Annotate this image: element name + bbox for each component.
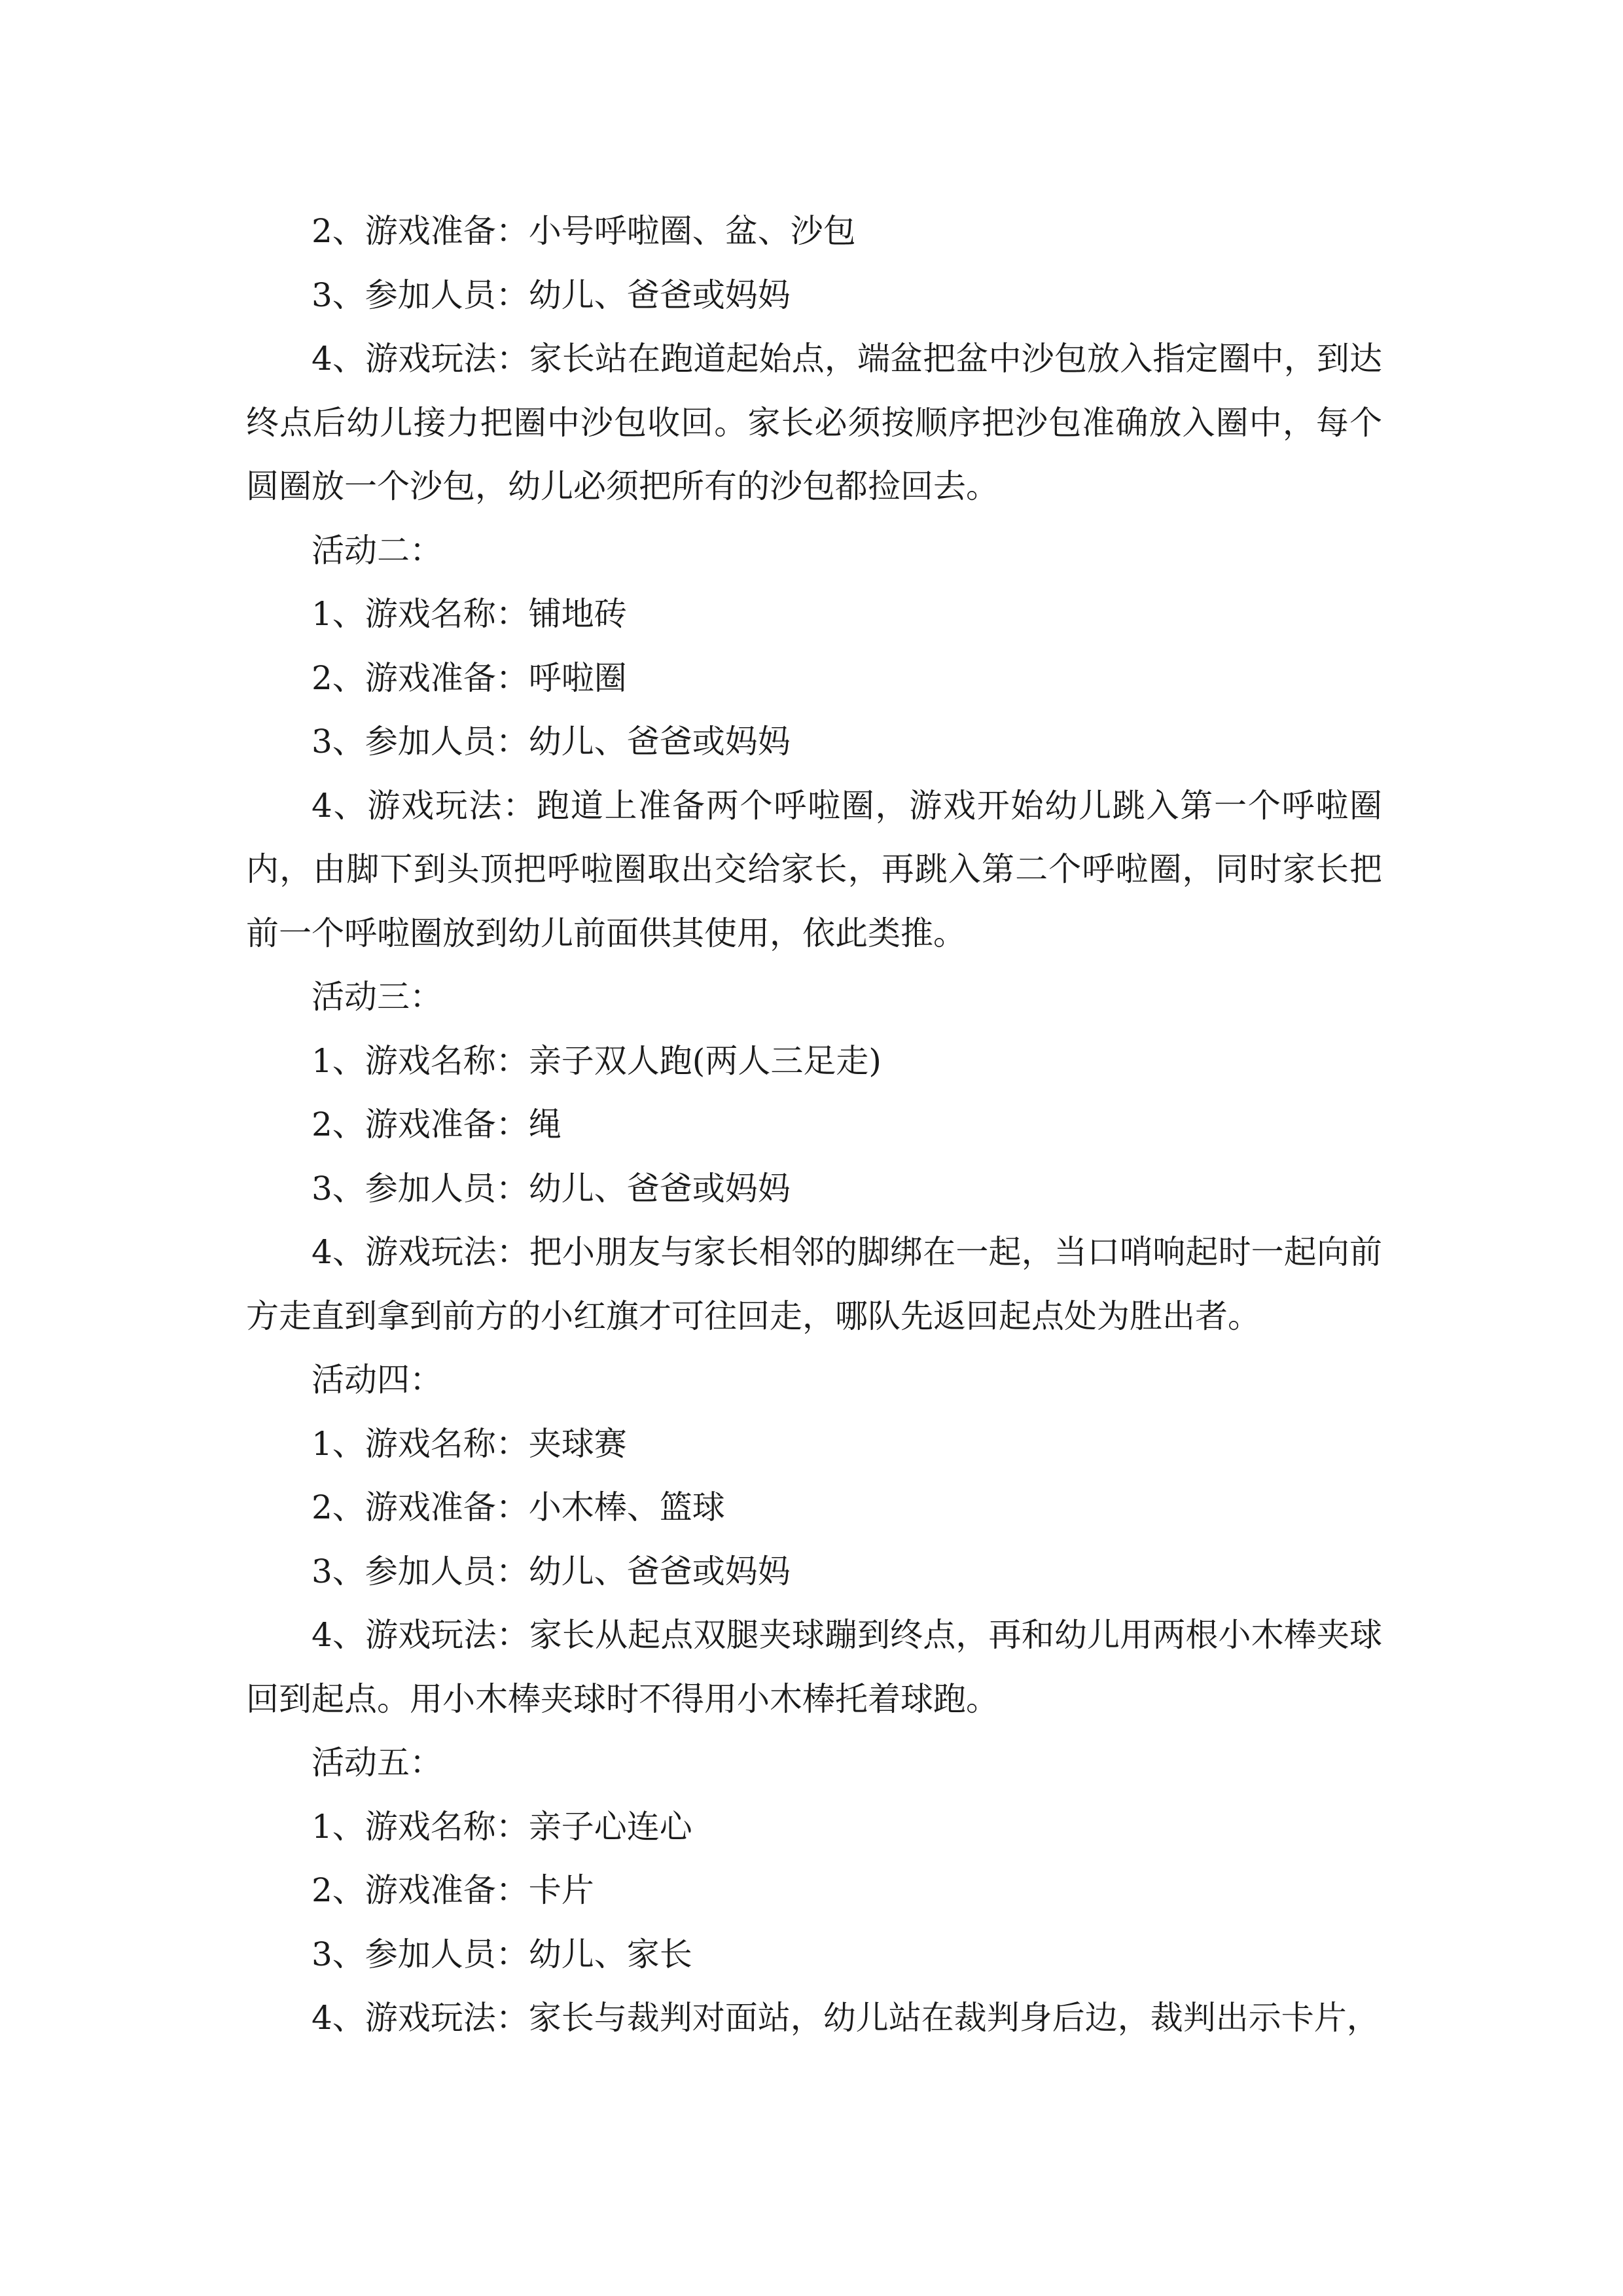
paragraph-name-3: 1、游戏名称：亲子双人跑(两人三足走) [312, 1041, 882, 1080]
paragraph-participants-5: 3、参加人员：幼儿、家长 [312, 1935, 692, 1973]
paragraph-prep-4: 2、游戏准备：小木棒、篮球 [312, 1488, 725, 1526]
paragraph-rules-4: 4、游戏玩法：家长从起点双腿夹球蹦到终点，再和幼儿用两根小木棒夹球回到起点。用小木棒夹球时不得用小木棒托着球跑。 [246, 1616, 1382, 1718]
heading-activity-2: 活动二： [312, 531, 442, 569]
paragraph-rules-5: 4、游戏玩法：家长与裁判对面站，幼儿站在裁判身后边，裁判出示卡片， [312, 1999, 1380, 2037]
document-body [246, 200, 1382, 2051]
paragraph-prep-5: 2、游戏准备：卡片 [312, 1871, 594, 1909]
paragraph-prep-2: 2、游戏准备：呼啦圈 [312, 658, 627, 697]
paragraph-name-2: 1、游戏名称：铺地砖 [312, 595, 627, 633]
paragraph-participants-4: 3、参加人员：幼儿、爸爸或妈妈 [312, 1552, 791, 1590]
paragraph-name-4: 1、游戏名称：夹球赛 [312, 1424, 627, 1463]
paragraph-participants-1: 3、参加人员：幼儿、爸爸或妈妈 [312, 276, 791, 314]
heading-activity-4: 活动四： [312, 1361, 442, 1399]
paragraph-rules-1: 4、游戏玩法：家长站在跑道起始点，端盆把盆中沙包放入指定圈中，到达终点后幼儿接力把圈中沙包收回。家长必须按顺序把沙包准确放入圈中，每个圆圈放一个沙包，幼儿必须把所有的沙包都捡回去。 [246, 340, 1382, 505]
paragraph-prep-1: 2、游戏准备：小号呼啦圈、盆、沙包 [312, 212, 856, 250]
heading-activity-5: 活动五： [312, 1744, 442, 1782]
paragraph-rules-2: 4、游戏玩法：跑道上准备两个呼啦圈，游戏开始幼儿跳入第一个呼啦圈内，由脚下到头顶把呼啦圈取出交给家长，再跳入第二个呼啦圈，同时家长把前一个呼啦圈放到幼儿前面供其使用，依此类推。 [246, 786, 1382, 952]
paragraph-participants-3: 3、参加人员：幼儿、爸爸或妈妈 [312, 1169, 791, 1208]
paragraph-prep-3: 2、游戏准备：绳 [312, 1105, 562, 1143]
paragraph-rules-3: 4、游戏玩法：把小朋友与家长相邻的脚绑在一起，当口哨响起时一起向前方走直到拿到前方的小红旗才可往回走，哪队先返回起点处为胜出者。 [246, 1233, 1382, 1335]
paragraph-participants-2: 3、参加人员：幼儿、爸爸或妈妈 [312, 723, 791, 761]
heading-activity-3: 活动三： [312, 978, 442, 1016]
paragraph-name-5: 1、游戏名称：亲子心连心 [312, 1807, 692, 1846]
